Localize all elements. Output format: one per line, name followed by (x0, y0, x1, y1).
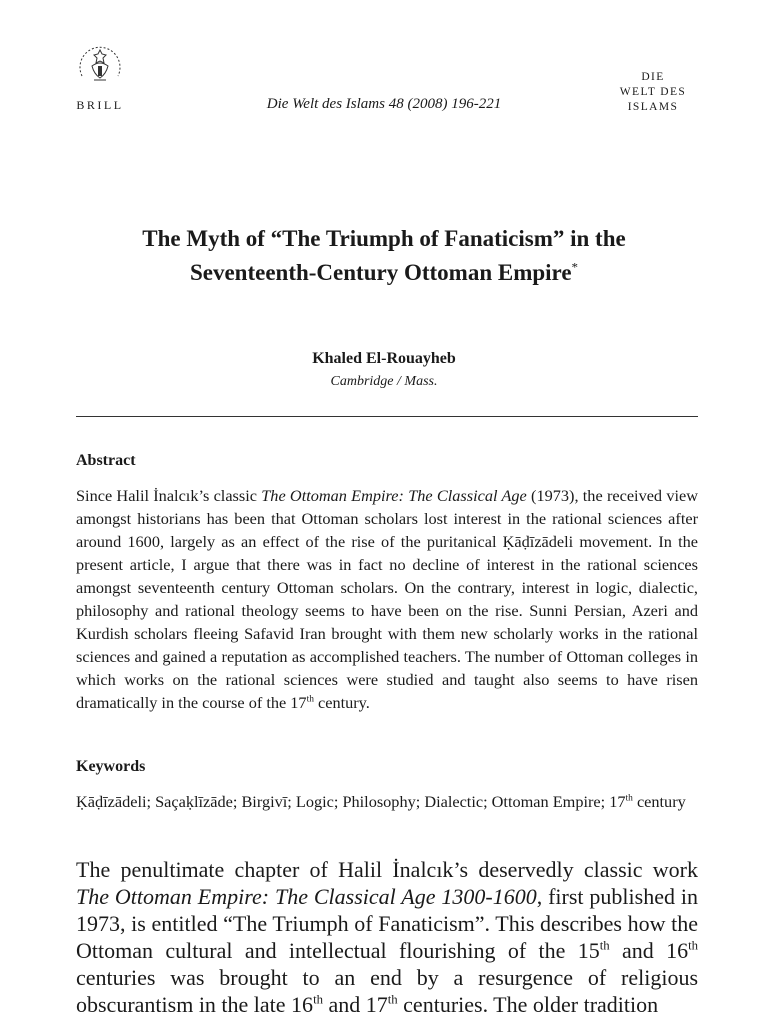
abstract-heading: Abstract (76, 452, 136, 469)
keywords-text: Ḳāḍīzādeli; Saçaḳlīzāde; Birgivī; Logic; Philosophy; Dialectic; Ottoman Empire; 17th century (76, 792, 686, 811)
title-footnote-mark: * (571, 259, 579, 275)
series-title-line: WELT DES (619, 86, 687, 98)
series-title (598, 70, 708, 115)
author-affiliation: Cambridge / Mass. (330, 374, 438, 389)
article-title-line-1: The Myth of “The Triumph of Fanaticism” in the (142, 226, 626, 251)
series-title-line: ISLAMS (627, 101, 679, 113)
brill-seal-icon (70, 36, 130, 92)
article-title (60, 222, 708, 290)
header-divider (76, 416, 698, 417)
keywords-heading: Keywords (76, 758, 146, 775)
abstract-text: Since Halil İnalcık’s classic The Ottoman Empire: The Classical Age (1973), the received view amongst historians has been that Ottoman scholars lost interest in the rational sciences after around 1600, largely as an effect of the rise of the puritanical Ḳāḍīzādeli movement. In the present article, I argue that there was in fact no decline of interest in the rational sciences amongst seventeenth century Ottoman scholars. On the contrary, interest in logic, dialectic, philosophy and rational theology seems to have been on the rise. Sunni Persian, Azeri and Kurdish scholars fleeing Safavid Iran brought with them new scholarly works in the rational sciences and gained a reputation as accomplished teachers. The number of Ottoman colleges in which works on the rational sciences were studied and taught also seems to have risen dramatically in the course of the 17th century. (76, 486, 698, 712)
series-title-line: DIE (641, 71, 665, 83)
journal-reference: Die Welt des Islams 48 (2008) 196-221 (266, 96, 502, 112)
publisher-name: BRILL (76, 98, 124, 112)
author-name: Khaled El-Rouayheb (312, 350, 456, 367)
article-title-line-2: Seventeenth-Century Ottoman Empire* (189, 259, 579, 285)
body-paragraph: The penultimate chapter of Halil İnalcık’s deservedly classic work The Ottoman Empire: The Classical Age 1300-1600, first published in 1973, is entitled “The Triumph of Fanaticism”. This describes how the Ottoman cultural and intellectual flourishing of the 15th and 16th centuries was brought to an end by a resurgence of religious obscurantism in the late 16th and 17th centuries. The older tradition (76, 857, 698, 1017)
